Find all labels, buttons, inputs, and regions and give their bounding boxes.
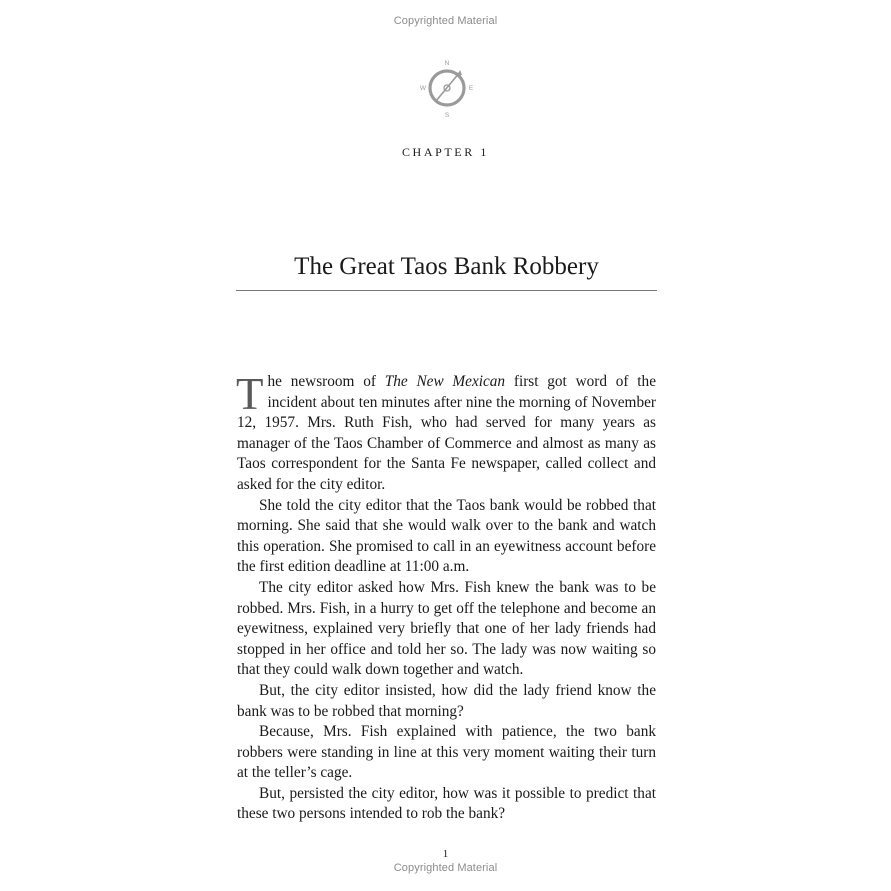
compass-east-letter: E [468,85,474,92]
copyright-watermark-bottom: Copyrighted Material [393,862,498,874]
paragraph: Because, Mrs. Fish explained with patience, the two bank robbers were standing in line at this very moment waiting their turn at the teller’s cage. [237,723,656,782]
compass-south-letter: S [444,112,450,119]
title-divider [236,290,657,291]
chapter-title: The Great Taos Bank Robbery [294,253,599,280]
compass-north-letter: N [444,60,450,67]
paragraph: But, persisted the city editor, how was it possible to predict that these two persons intended to rob the bank? [237,784,656,823]
paragraph-text: he newsroom of [267,373,385,390]
drop-cap: T [236,369,264,419]
paragraph-text: first got word of the incident about ten minutes after nine the morning of November 12, 1957. Mrs. Ruth Fish, who had served for many years as manager of the Taos Chamber of Commerce and almost as many as Taos correspondent for the Santa Fe newspaper, called collect and asked for the city editor. [237,373,656,493]
chapter-label: CHAPTER 1 [401,145,490,159]
paragraph: She told the city editor that the Taos bank would be robbed that morning. She said that she would walk over to the bank and watch this operation. She promised to call in an eyewitness account before the first edition deadline at 11:00 a.m. [237,496,656,576]
compass-icon [418,57,476,119]
paragraph: But, the city editor insisted, how did the lady friend know the bank was to be robbed that morning? [237,681,656,720]
newspaper-title: The New Mexican [384,373,506,390]
copyright-watermark-top: Copyrighted Material [393,15,498,27]
paragraph [236,369,656,496]
body-text [236,369,656,825]
paragraph: The city editor asked how Mrs. Fish knew the bank was to be robbed. Mrs. Fish, in a hurry to get off the telephone and become an eyewitness, explained very briefly that one of her lady friends had stopped in her office and told her so. The lady was now waiting so that they could walk down together and watch. [237,578,656,679]
compass-west-letter: W [419,85,427,92]
page-number: 1 [442,848,449,860]
